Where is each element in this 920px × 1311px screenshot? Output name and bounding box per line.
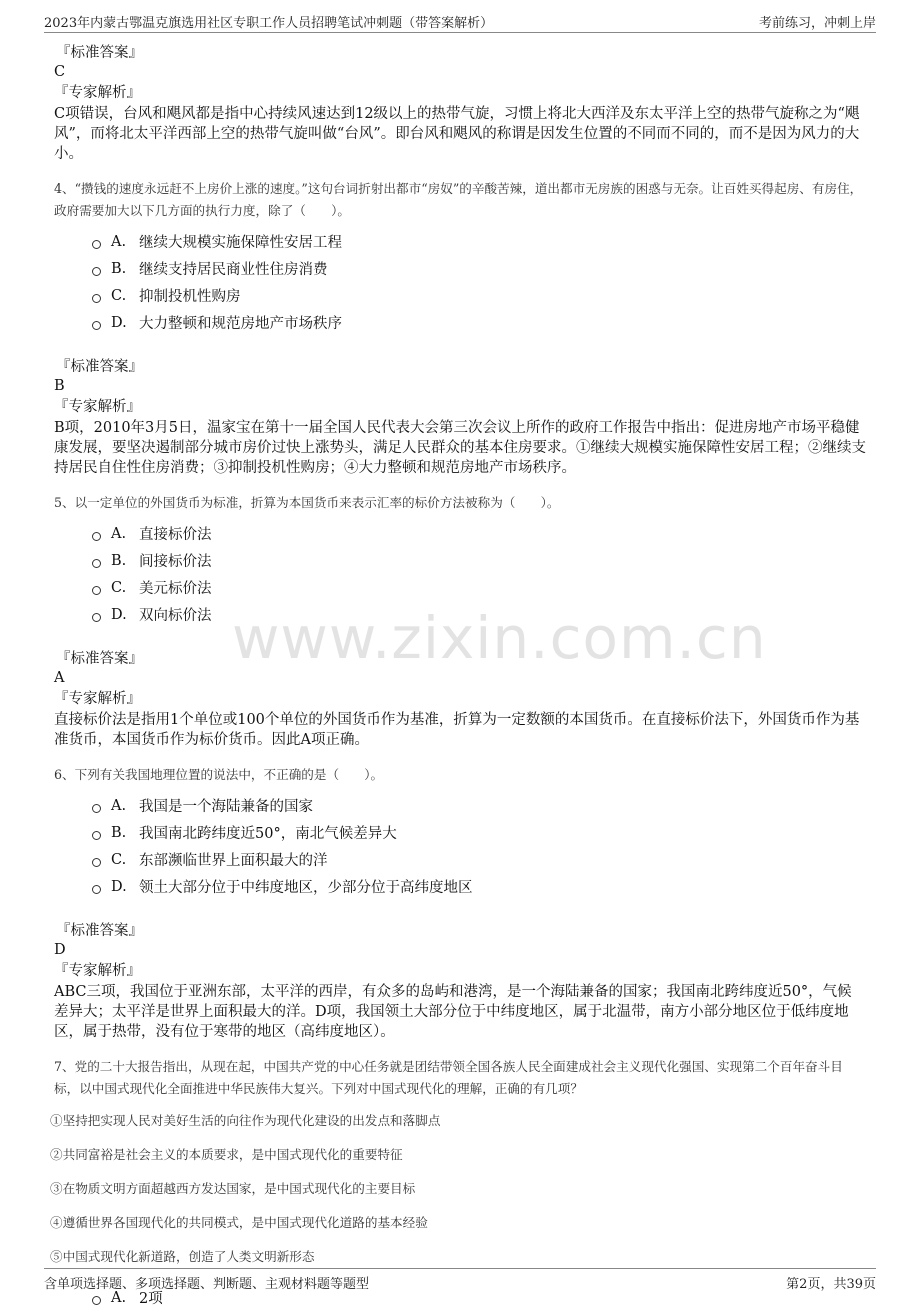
option-text: 2项 [139, 1291, 163, 1307]
header-slogan: 考前练习，冲刺上岸 [758, 16, 876, 31]
option-text: 双向标价法 [139, 608, 212, 624]
option-text: 间接标价法 [139, 554, 212, 570]
radio-icon[interactable] [92, 586, 101, 595]
explanation-label: 『专家解析』 [54, 399, 141, 415]
question-text: 4、“攒钱的速度永远赶不上房价上涨的速度。”这句台词折射出都市“房奴”的辛酸苦辣，道出都市无房族的困惑与无奈。让百姓买得起房、有房住，政府需要加大以下几方面的执行力度，除了（ ）。 [54, 181, 863, 218]
radio-icon[interactable] [92, 804, 101, 813]
answer-value: A [54, 670, 65, 686]
option-letter: D. [111, 878, 127, 895]
option-text: 继续大规模实施保障性安居工程 [139, 235, 342, 251]
question-text: 7、党的二十大报告指出，从现在起，中国共产党的中心任务就是团结带领全国各族人民全面建成社会主义现代化强国、实现第二个百年奋斗目标，以中国式现代化全面推进中华民族伟大复兴。下列对中国式现代化的理解，正确的有几项？ [54, 1059, 843, 1096]
radio-icon[interactable] [92, 885, 101, 894]
statement-2: ②共同富裕是社会主义的本质要求，是中国式现代化的重要特征 [50, 1147, 403, 1162]
answer-value: D [54, 942, 66, 958]
page-content [50, 44, 866, 1311]
explanation-text: C项错误，台风和飓风都是指中心持续风速达到12级以上的热带气旋，习惯上将北大西洋及东太平洋上空的热带气旋称之为“飓风”，而将北太平洋西部上空的热带气旋叫做“台风”。即台风和飓风的称谓是因发生位置的不同而不同的，而不是因为风力的大小。 [54, 106, 860, 162]
option-b[interactable] [92, 547, 866, 574]
footer-note: 含单项选择题、多项选择题、判断题、主观材料题等题型 [44, 1277, 370, 1292]
option-text: 美元标价法 [139, 581, 212, 597]
option-list [92, 520, 866, 628]
option-a[interactable] [92, 520, 866, 547]
explanation-text: ABC三项，我国位于亚洲东部，太平洋的西岸，有众多的岛屿和港湾，是一个海陆兼备的国家；我国南北跨纬度近50°，气候差异大；太平洋是世界上面积最大的洋。D项，我国领土大部分位于中纬度地区，属于北温带，南方小部分地区位于低纬度地区，属于热带，没有位于寒带的地区（高纬度地区）。 [54, 984, 852, 1040]
explanation-label: 『专家解析』 [54, 963, 141, 979]
answer-block [54, 922, 866, 1042]
answer-block [54, 650, 866, 750]
radio-icon[interactable] [92, 1296, 101, 1305]
option-letter: A. [111, 233, 127, 250]
option-text: 领土大部分位于中纬度地区，少部分位于高纬度地区 [139, 880, 473, 896]
option-c[interactable] [92, 846, 866, 873]
option-text: 继续支持居民商业性住房消费 [139, 262, 328, 278]
option-letter: B. [111, 552, 127, 569]
answer-label: 『标准答案』 [56, 923, 143, 939]
question-text: 6、下列有关我国地理位置的说法中，不正确的是（ ）。 [54, 767, 384, 782]
answer-block [54, 358, 866, 478]
radio-icon[interactable] [92, 559, 101, 568]
radio-icon[interactable] [92, 294, 101, 303]
option-text: 大力整顿和规范房地产市场秩序 [139, 316, 342, 332]
answer-value: B [54, 378, 65, 394]
statement-1: ①坚持把实现人民对美好生活的向往作为现代化建设的出发点和落脚点 [50, 1113, 441, 1128]
question-4 [54, 178, 866, 478]
option-text: 抑制投机性购房 [139, 289, 241, 305]
option-letter: B. [111, 260, 127, 277]
option-b[interactable] [92, 819, 866, 846]
page-header [44, 10, 876, 33]
radio-icon[interactable] [92, 267, 101, 276]
option-text: 我国南北跨纬度近50°，南北气候差异大 [139, 826, 397, 842]
option-letter: A. [111, 797, 127, 814]
explanation-text: B项，2010年3月5日，温家宝在第十一届全国人民代表大会第三次会议上所作的政府工作报告中指出：促进房地产市场平稳健康发展，要坚决遏制部分城市房价过快上涨势头，满足人民群众的基本住房要求。①继续大规模实施保障性安居工程；②继续支持居民自住性住房消费；③抑制投机性购房；④大力整顿和规范房地产市场秩序。 [54, 420, 866, 476]
option-c[interactable] [92, 282, 866, 309]
option-letter: C. [111, 287, 127, 304]
option-a[interactable] [92, 792, 866, 819]
option-text: 我国是一个海陆兼备的国家 [139, 799, 313, 815]
explanation-text: 直接标价法是指用1个单位或100个单位的外国货币作为基准，折算为一定数额的本国货币。在直接标价法下，外国货币作为基准货币，本国货币作为标价货币。因此A项正确。 [54, 712, 860, 748]
option-c[interactable] [92, 574, 866, 601]
option-d[interactable] [92, 601, 866, 628]
answer-label: 『标准答案』 [56, 359, 143, 375]
option-letter: A. [111, 525, 127, 542]
radio-icon[interactable] [92, 858, 101, 867]
option-text: 东部濒临世界上面积最大的洋 [139, 853, 328, 869]
answer-value: C [54, 64, 66, 80]
option-text: 直接标价法 [139, 527, 212, 543]
radio-icon[interactable] [92, 240, 101, 249]
statement-5: ⑤中国式现代化新道路，创造了人类文明新形态 [50, 1249, 315, 1264]
radio-icon[interactable] [92, 532, 101, 541]
document-title: 2023年内蒙古鄂温克旗选用社区专职工作人员招聘笔试冲刺题（带答案解析） [44, 16, 494, 31]
q3-answer-block [54, 44, 866, 164]
answer-label: 『标准答案』 [56, 45, 143, 61]
option-letter: D. [111, 314, 127, 331]
watermark: www.zixin.com.cn [232, 604, 767, 672]
radio-icon[interactable] [92, 831, 101, 840]
radio-icon[interactable] [92, 321, 101, 330]
option-a[interactable] [92, 228, 866, 255]
option-letter: B. [111, 824, 127, 841]
option-d[interactable] [92, 873, 866, 900]
option-list [92, 792, 866, 900]
option-b[interactable] [92, 255, 866, 282]
statement-3: ③在物质文明方面超越西方发达国家，是中国式现代化的主要目标 [50, 1181, 416, 1196]
answer-label: 『标准答案』 [56, 651, 143, 667]
option-letter: C. [111, 579, 127, 596]
option-list [92, 228, 866, 336]
radio-icon[interactable] [92, 613, 101, 622]
question-text: 5、以一定单位的外国货币为标准，折算为本国货币来表示汇率的标价方法被称为（ ）。 [54, 495, 560, 510]
question-6 [54, 764, 866, 1042]
explanation-label: 『专家解析』 [54, 691, 141, 707]
option-letter: D. [111, 606, 127, 623]
option-letter: C. [111, 851, 127, 868]
option-d[interactable] [92, 309, 866, 336]
option-letter: A. [111, 1289, 127, 1306]
page-footer [44, 1268, 876, 1293]
statement-4: ④遵循世界各国现代化的共同模式，是中国式现代化道路的基本经验 [50, 1215, 428, 1230]
question-5 [54, 492, 866, 750]
page-number: 第2页，共39页 [786, 1277, 876, 1292]
explanation-label: 『专家解析』 [54, 85, 141, 101]
